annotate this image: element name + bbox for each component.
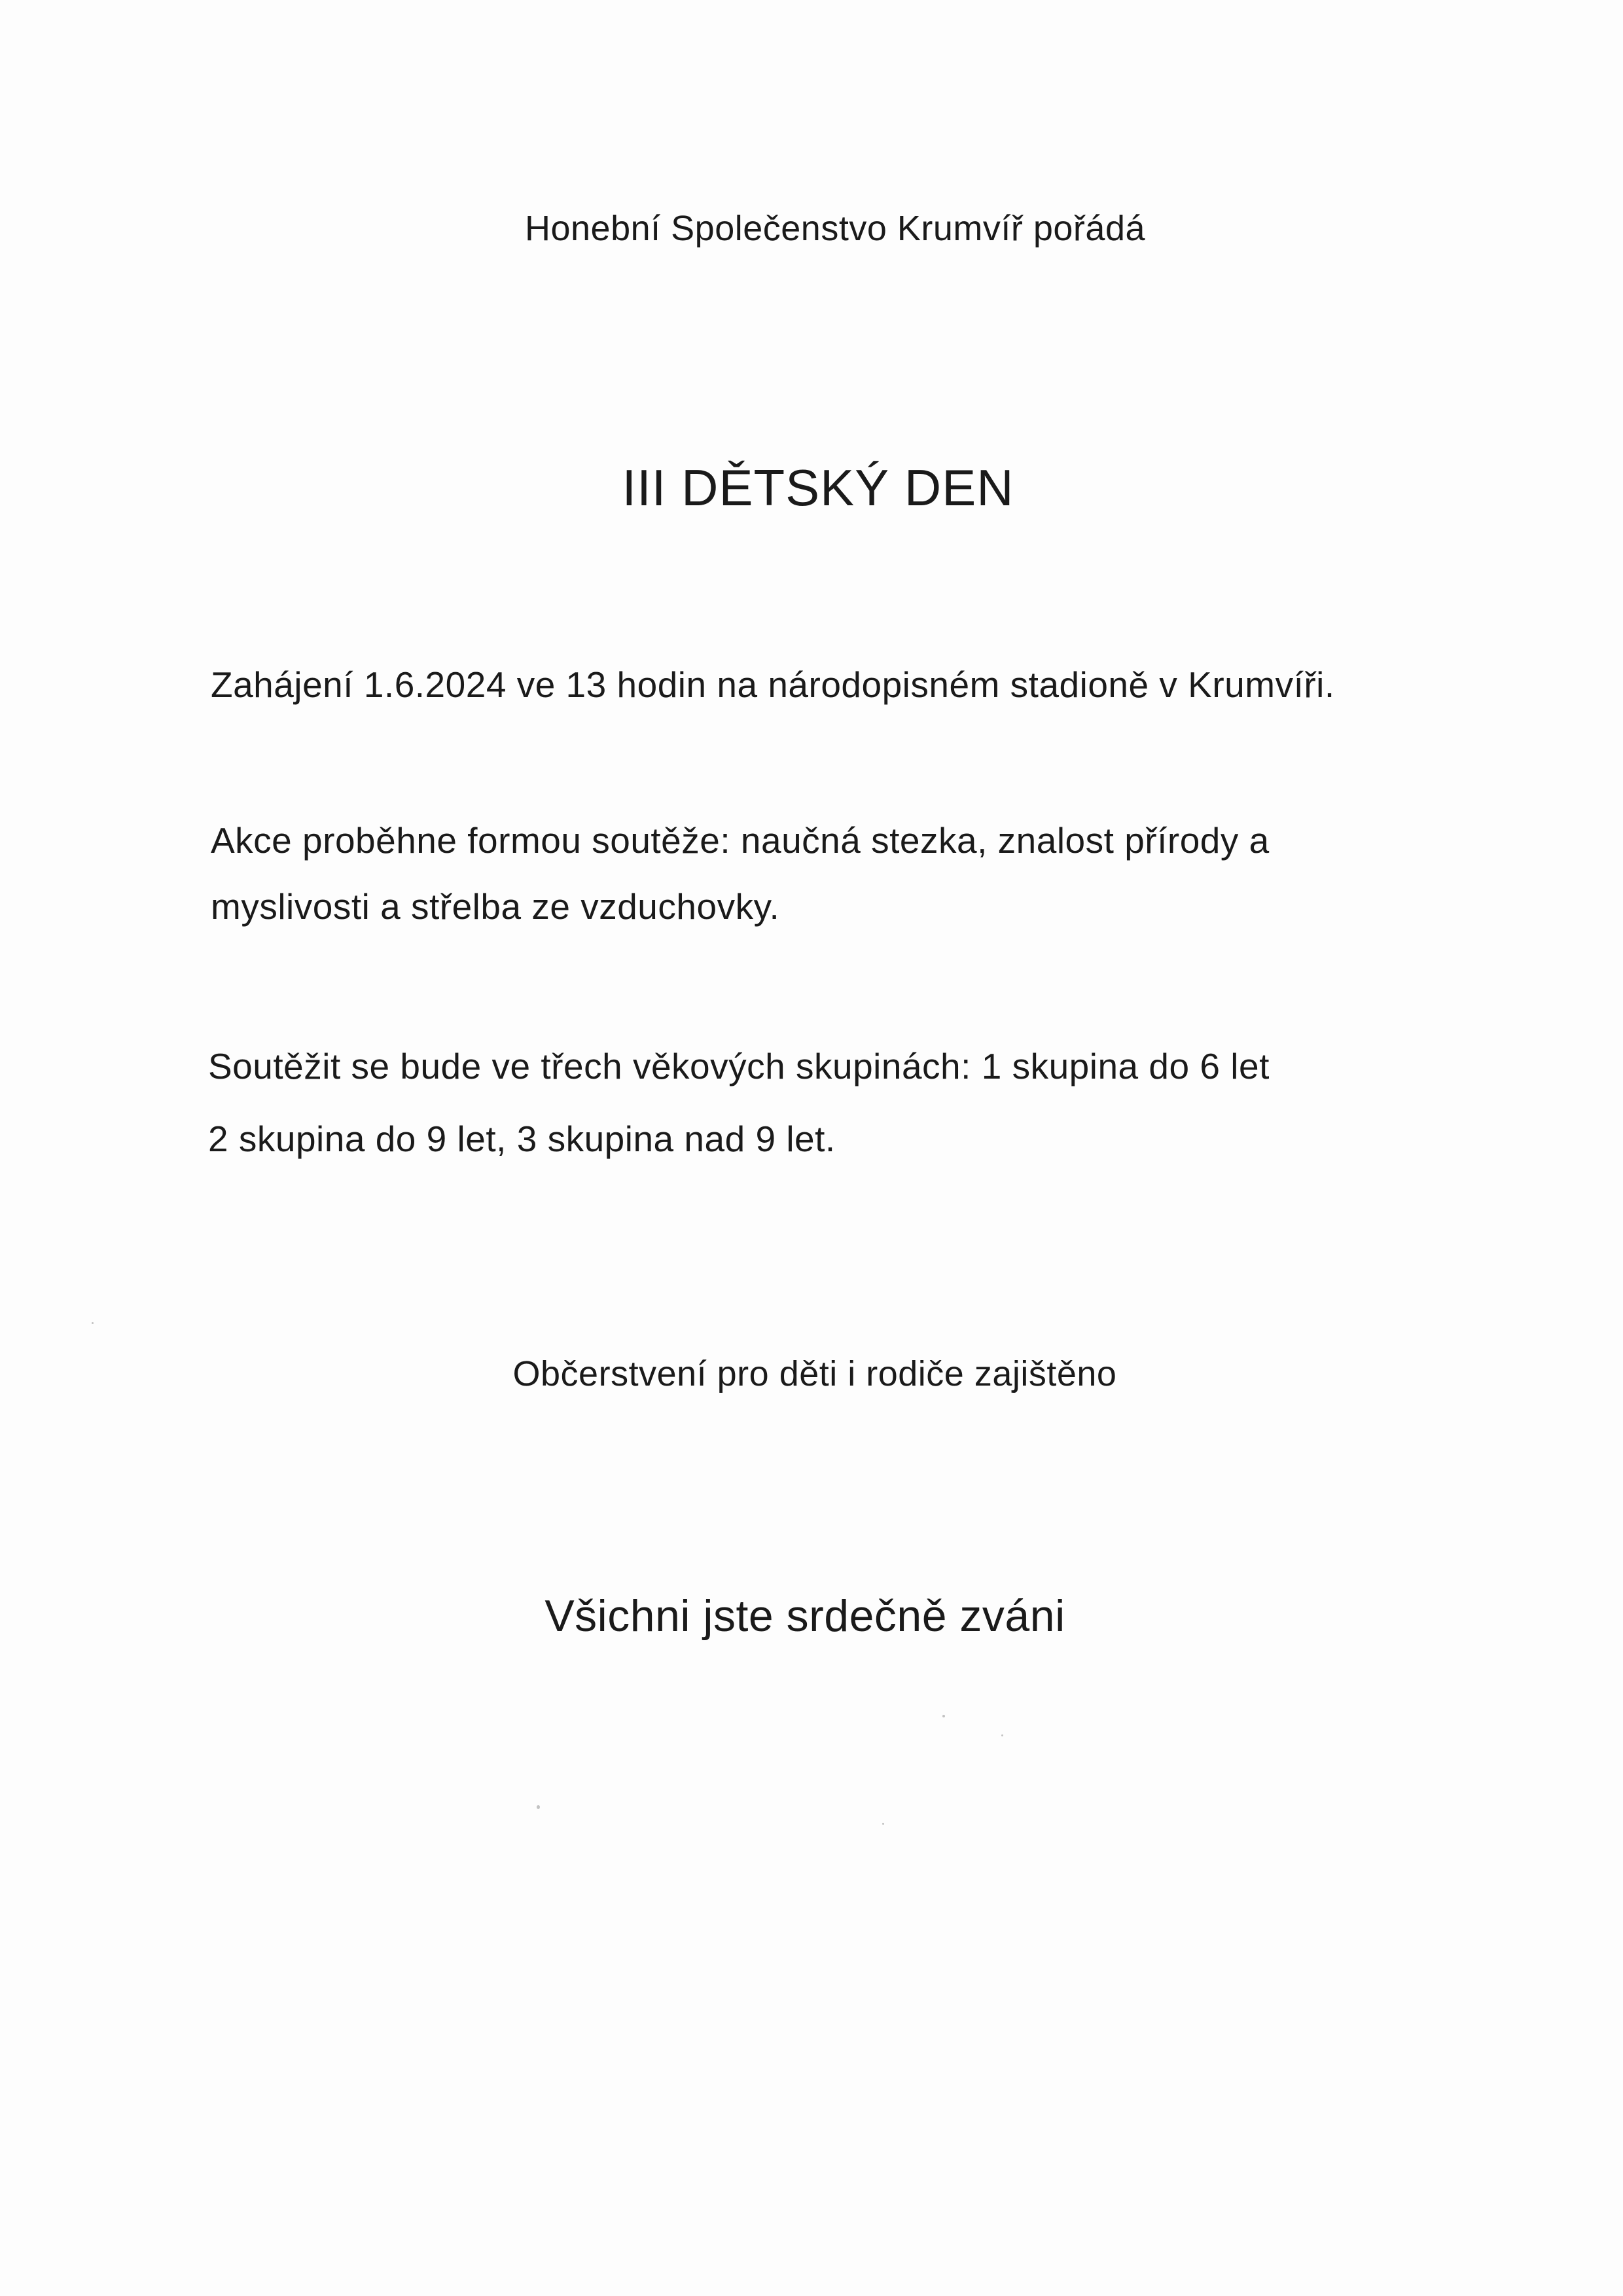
scan-speck	[1001, 1734, 1003, 1736]
start-info-line: Zahájení 1.6.2024 ve 13 hodin na národopisném stadioně v Krumvíři.	[211, 664, 1335, 705]
organizer-line: Honební Společenstvo Krumvíř pořádá	[524, 209, 1146, 248]
scan-speck	[942, 1715, 945, 1717]
scan-speck	[92, 1322, 94, 1324]
scan-speck	[882, 1823, 884, 1825]
document-title: III DĚTSKÝ DEN	[622, 459, 1014, 516]
refreshment-line: Občerstvení pro děti i rodiče zajištěno	[512, 1354, 1117, 1393]
activities-line-1: Akce proběhne formou soutěže: naučná stezka, znalost přírody a	[211, 820, 1270, 861]
activities-line-2: myslivosti a střelba ze vzduchovky.	[211, 886, 780, 927]
age-groups-line-1: Soutěžit se bude ve třech věkových skupinách: 1 skupina do 6 let	[208, 1046, 1270, 1086]
age-groups-line-2: 2 skupina do 9 let, 3 skupina nad 9 let.	[208, 1119, 836, 1159]
invitation-line: Všichni jste srdečně zváni	[544, 1591, 1065, 1641]
scan-speck	[537, 1805, 540, 1809]
